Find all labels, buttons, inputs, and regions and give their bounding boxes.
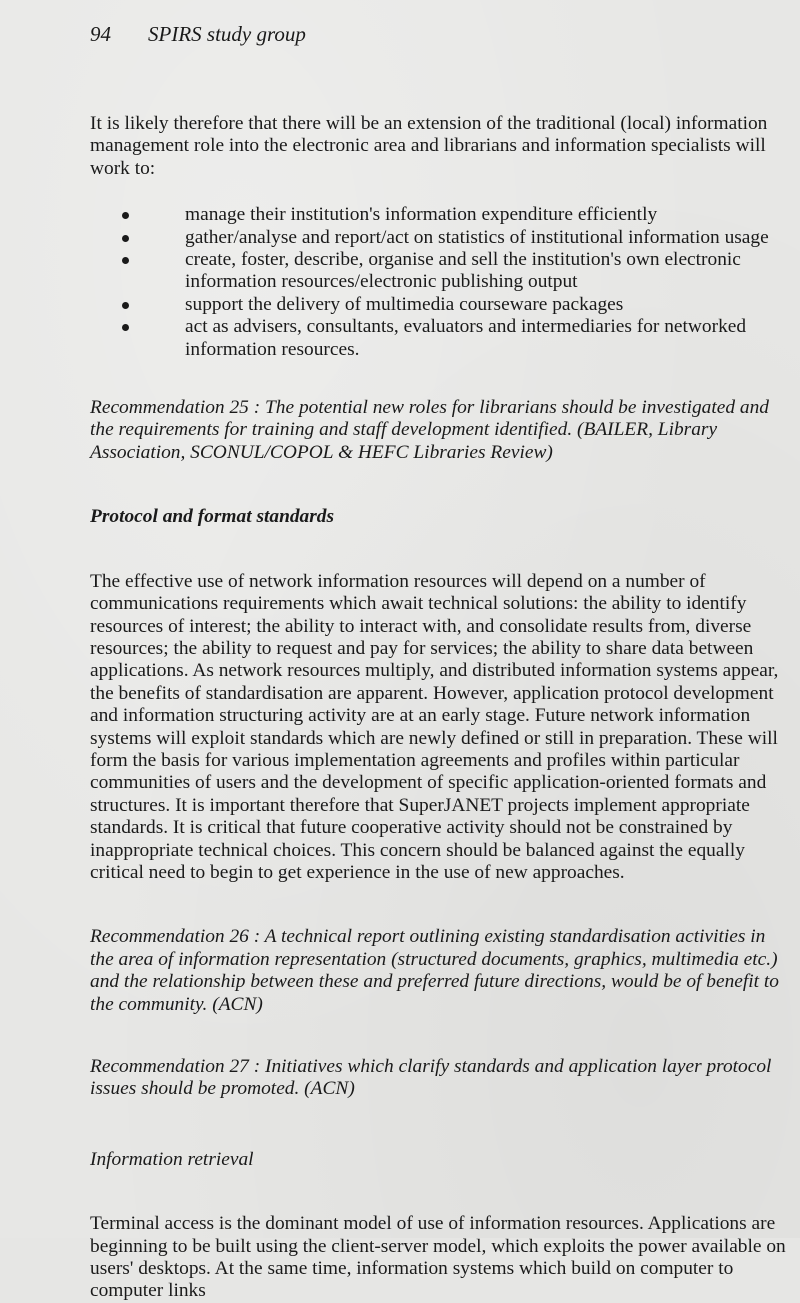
bullet-icon (122, 302, 129, 309)
page-body (90, 113, 790, 1303)
list-item (90, 249, 790, 294)
list-item-text: create, foster, describe, organise and sell the institution's own electronic information resources/electronic publishing output (185, 249, 741, 293)
list-item-text: manage their institution's information expenditure efficiently (185, 204, 658, 226)
bullet-icon (122, 257, 129, 264)
bullet-icon (122, 212, 129, 219)
list-item-text: support the delivery of multimedia courseware packages (185, 293, 624, 315)
protocol-paragraph: The effective use of network information resources will depend on a number of communications requirements which await technical solutions: the ability to identify resources of interest; the ability to interact with, and consolidate results from, diverse resources; the ability to request and pay for services; the ability to share data between applications. As network resources multiply, and distributed information systems appear, the benefits of standardisation are apparent. However, application protocol development and information structuring activity are at an early stage. Future network information systems will exploit standards which are newly defined or still in preparation. These will form the basis for various implementation agreements and profiles within particular communities of users and the development of specific application-oriented formats and structures. It is important therefore that SuperJANET projects implement appropriate standards. It is critical that future cooperative activity should not be constrained by inappropriate technical choices. This concern should be balanced against the equally critical need to begin to get experience in the use of new approaches. (90, 570, 779, 883)
bullet-icon (122, 235, 129, 242)
list-item (90, 227, 790, 249)
section-heading-retrieval: Information retrieval (90, 1148, 254, 1170)
list-item (90, 316, 790, 361)
page-number: 94 (90, 22, 111, 46)
list-item-text: gather/analyse and report/act on statistics of institutional information usage (185, 226, 769, 248)
list-item (90, 204, 790, 226)
list-item (90, 294, 790, 316)
retrieval-paragraph: Terminal access is the dominant model of use of information resources. Applications are beginning to be built using the client-server model, which exploits the power available on users' desktops. At the same time, information systems which build on computer to computer links (90, 1213, 786, 1302)
role-bullet-list (90, 204, 790, 361)
recommendation-26: Recommendation 26 : A technical report outlining existing standardisation activities in the area of information representation (structured documents, graphics, multimedia etc.) and the relationship between these and preferred future directions, would be of benefit to the community. (ACN) (90, 926, 779, 1015)
section-heading-protocol: Protocol and format standards (90, 506, 335, 528)
running-title: SPIRS study group (148, 22, 306, 46)
intro-paragraph: It is likely therefore that there will be an extension of the traditional (local) information management role into the electronic area and librarians and information specialists will work to: (90, 113, 768, 179)
recommendation-27: Recommendation 27 : Initiatives which clarify standards and application layer protocol issues should be promoted. (ACN) (90, 1056, 772, 1100)
list-item-text: act as advisers, consultants, evaluators and intermediaries for networked information resources. (185, 316, 747, 360)
bullet-icon (122, 324, 129, 331)
recommendation-25: Recommendation 25 : The potential new roles for librarians should be investigated and the requirements for training and staff development identified. (BAILER, Library Association, SCONUL/COPOL & HEFC Libraries Review) (90, 397, 769, 463)
running-header (90, 24, 306, 45)
